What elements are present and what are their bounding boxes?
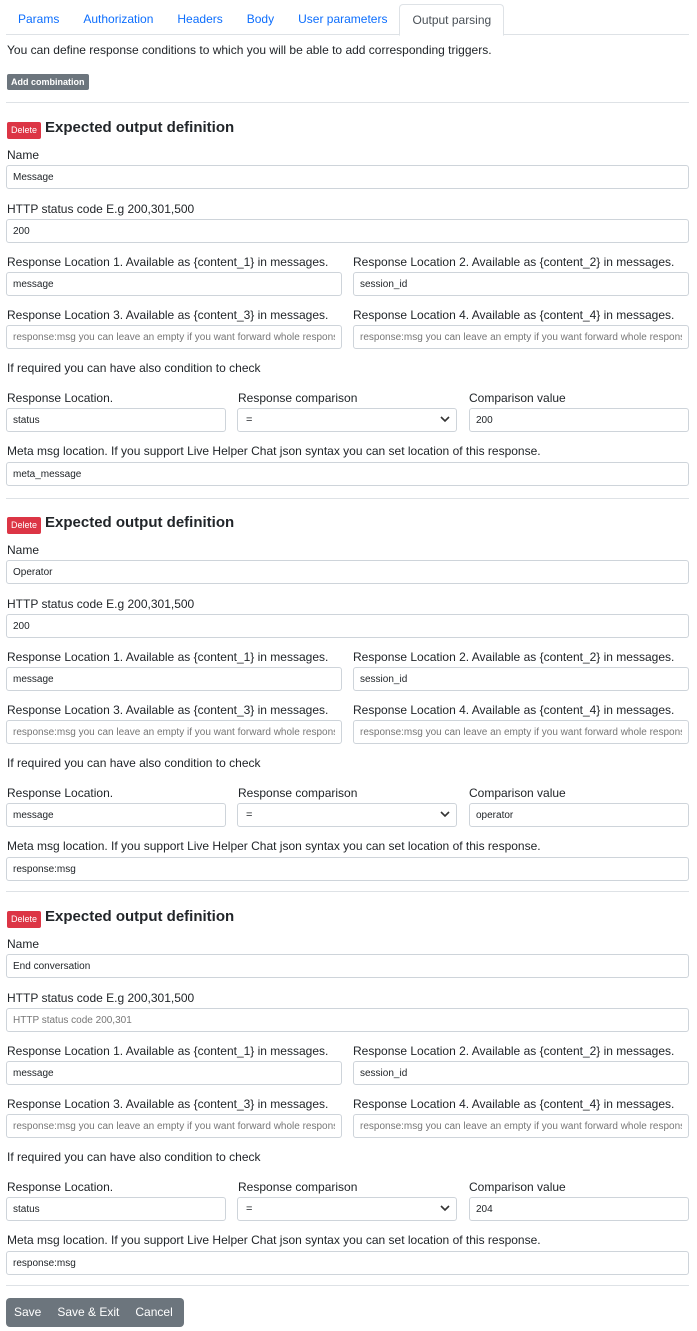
selected-option: = xyxy=(246,809,253,821)
cancel-button[interactable]: Cancel xyxy=(135,1305,173,1319)
intro-text: You can define response conditions to which you will be able to add corresponding triggers. xyxy=(7,43,492,57)
name-label: Name xyxy=(7,148,40,162)
chevron-down-icon xyxy=(440,1198,450,1229)
http-status-label: HTTP status code E.g 200,301,500 xyxy=(7,202,195,216)
location4-label: Response Location 4. Available as {content_4} in messages. xyxy=(353,703,675,717)
location2-input[interactable] xyxy=(353,272,689,296)
location2-input[interactable] xyxy=(353,1061,689,1085)
selected-option: = xyxy=(246,1203,253,1215)
location4-input[interactable] xyxy=(353,720,689,744)
tab-headers[interactable]: Headers xyxy=(177,12,223,26)
section-title: Expected output definition xyxy=(45,514,235,531)
response-comparison-label: Response comparison xyxy=(238,391,358,405)
response-comparison-label: Response comparison xyxy=(238,786,358,800)
location1-label: Response Location 1. Available as {content_1} in messages. xyxy=(7,255,329,269)
divider xyxy=(6,891,689,892)
response-location-label: Response Location. xyxy=(7,786,114,800)
location2-input[interactable] xyxy=(353,667,689,691)
output-definition-section xyxy=(0,115,697,495)
http-status-input[interactable] xyxy=(6,614,689,638)
divider xyxy=(6,102,689,103)
divider xyxy=(6,1285,689,1286)
chevron-down-icon xyxy=(440,804,450,835)
comparison-value-input[interactable] xyxy=(469,408,689,432)
name-input[interactable] xyxy=(6,165,689,189)
condition-hint: If required you can have also condition to check xyxy=(7,756,261,770)
name-label: Name xyxy=(7,543,40,557)
tab-body[interactable]: Body xyxy=(246,12,275,26)
tab-user-parameters[interactable]: User parameters xyxy=(298,12,388,26)
meta-location-input[interactable] xyxy=(6,857,689,881)
divider xyxy=(6,498,689,499)
http-status-label: HTTP status code E.g 200,301,500 xyxy=(7,991,195,1005)
action-button-group xyxy=(6,1298,184,1327)
location3-input[interactable] xyxy=(6,325,342,349)
name-input[interactable] xyxy=(6,954,689,978)
location3-label: Response Location 3. Available as {content_3} in messages. xyxy=(7,308,329,322)
location2-label: Response Location 2. Available as {content_2} in messages. xyxy=(353,650,675,664)
name-label: Name xyxy=(7,937,40,951)
response-location-input[interactable] xyxy=(6,1197,226,1221)
location3-input[interactable] xyxy=(6,1114,342,1138)
comparison-value-label: Comparison value xyxy=(469,1180,566,1194)
save-exit-button[interactable]: Save & Exit xyxy=(57,1305,120,1319)
comparison-value-label: Comparison value xyxy=(469,786,566,800)
location4-input[interactable] xyxy=(353,325,689,349)
location4-label: Response Location 4. Available as {content_4} in messages. xyxy=(353,308,675,322)
tab-bar xyxy=(6,4,689,35)
condition-hint: If required you can have also condition to check xyxy=(7,361,261,375)
location1-input[interactable] xyxy=(6,1061,342,1085)
response-comparison-label: Response comparison xyxy=(238,1180,358,1194)
comparison-value-input[interactable] xyxy=(469,803,689,827)
section-title: Expected output definition xyxy=(45,908,235,925)
location3-label: Response Location 3. Available as {content_3} in messages. xyxy=(7,1097,329,1111)
condition-hint: If required you can have also condition to check xyxy=(7,1150,261,1164)
location1-label: Response Location 1. Available as {content_1} in messages. xyxy=(7,1044,329,1058)
location2-label: Response Location 2. Available as {content_2} in messages. xyxy=(353,1044,675,1058)
http-status-input[interactable] xyxy=(6,1008,689,1032)
meta-location-input[interactable] xyxy=(6,462,689,486)
chevron-down-icon xyxy=(440,409,450,440)
tab-output-parsing[interactable]: Output parsing xyxy=(399,4,504,36)
location3-input[interactable] xyxy=(6,720,342,744)
add-combination-button[interactable]: Add combination xyxy=(7,74,89,90)
delete-button[interactable]: Delete xyxy=(7,122,41,139)
section-title: Expected output definition xyxy=(45,119,235,136)
meta-location-input[interactable] xyxy=(6,1251,689,1275)
response-comparison-select[interactable] xyxy=(237,803,457,827)
selected-option: = xyxy=(246,414,253,426)
comparison-value-label: Comparison value xyxy=(469,391,566,405)
delete-button[interactable]: Delete xyxy=(7,911,41,928)
location1-input[interactable] xyxy=(6,272,342,296)
tab-authorization[interactable]: Authorization xyxy=(83,12,154,26)
response-comparison-select[interactable] xyxy=(237,408,457,432)
meta-location-label: Meta msg location. If you support Live Helper Chat json syntax you can set location of this response. xyxy=(7,444,541,458)
response-location-label: Response Location. xyxy=(7,1180,114,1194)
output-definition-section xyxy=(0,904,697,1284)
response-comparison-select[interactable] xyxy=(237,1197,457,1221)
output-definition-section xyxy=(0,510,697,890)
response-location-input[interactable] xyxy=(6,408,226,432)
location3-label: Response Location 3. Available as {content_3} in messages. xyxy=(7,703,329,717)
http-status-input[interactable] xyxy=(6,219,689,243)
save-button[interactable]: Save xyxy=(14,1305,42,1319)
delete-button[interactable]: Delete xyxy=(7,517,41,534)
location1-input[interactable] xyxy=(6,667,342,691)
http-status-label: HTTP status code E.g 200,301,500 xyxy=(7,597,195,611)
response-location-label: Response Location. xyxy=(7,391,114,405)
location1-label: Response Location 1. Available as {content_1} in messages. xyxy=(7,650,329,664)
meta-location-label: Meta msg location. If you support Live Helper Chat json syntax you can set location of this response. xyxy=(7,1233,541,1247)
location4-input[interactable] xyxy=(353,1114,689,1138)
response-location-input[interactable] xyxy=(6,803,226,827)
comparison-value-input[interactable] xyxy=(469,1197,689,1221)
location2-label: Response Location 2. Available as {content_2} in messages. xyxy=(353,255,675,269)
tab-params[interactable]: Params xyxy=(18,12,60,26)
meta-location-label: Meta msg location. If you support Live Helper Chat json syntax you can set location of this response. xyxy=(7,839,541,853)
name-input[interactable] xyxy=(6,560,689,584)
location4-label: Response Location 4. Available as {content_4} in messages. xyxy=(353,1097,675,1111)
